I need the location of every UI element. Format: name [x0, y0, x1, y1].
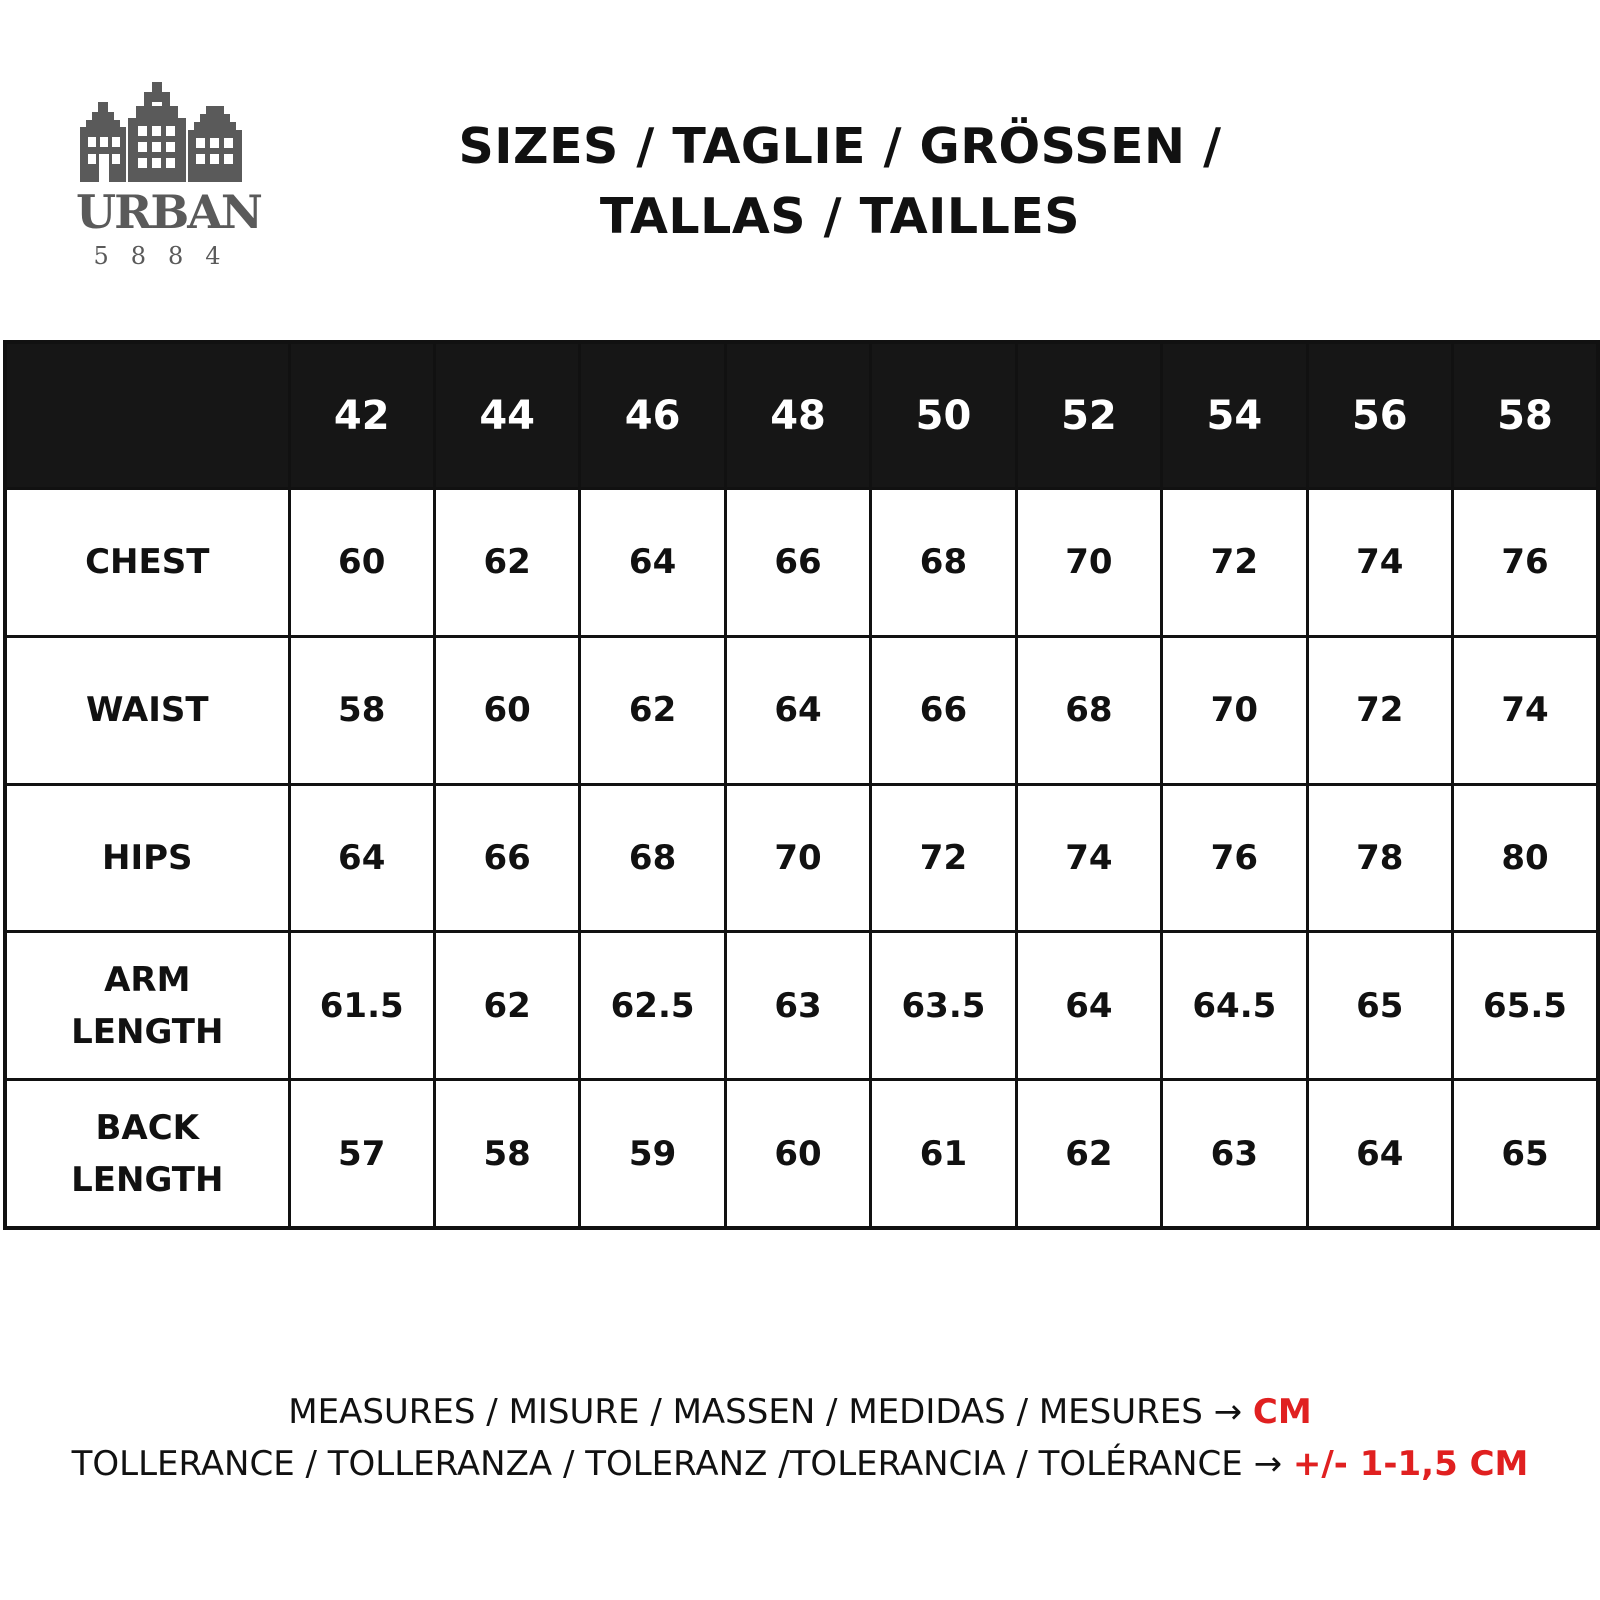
- table-cell: 65: [1307, 932, 1452, 1080]
- houses-icon: [76, 82, 246, 182]
- table-cell: 58: [289, 636, 434, 784]
- table-cell: 64: [580, 489, 725, 637]
- table-row-arm-length: [5, 932, 1598, 1080]
- table-cell: 59: [580, 1080, 725, 1228]
- measures-unit: CM: [1252, 1392, 1312, 1432]
- table-cell: 64: [1307, 1080, 1452, 1228]
- row-label: WAIST: [5, 636, 289, 784]
- size-header: 54: [1162, 342, 1307, 489]
- page-title: [350, 112, 1330, 252]
- table-cell: 65.5: [1453, 932, 1599, 1080]
- row-label: ARM LENGTH: [5, 932, 289, 1080]
- size-header: 48: [725, 342, 870, 489]
- size-header: 42: [289, 342, 434, 489]
- logo-number: 5884: [93, 242, 243, 270]
- table-cell: 63: [725, 932, 870, 1080]
- measures-line: [0, 1386, 1600, 1438]
- size-header: 46: [580, 342, 725, 489]
- row-label: BACK LENGTH: [5, 1080, 289, 1228]
- table-cell: 60: [289, 489, 434, 637]
- size-chart-table: [3, 340, 1600, 1230]
- table-cell: 80: [1453, 784, 1599, 932]
- table-cell: 57: [289, 1080, 434, 1228]
- table-cell: 62: [434, 932, 579, 1080]
- table-cell: 65: [1453, 1080, 1599, 1228]
- table-cell: 58: [434, 1080, 579, 1228]
- table-cell: 64: [289, 784, 434, 932]
- table-cell: 60: [434, 636, 579, 784]
- title-line-2: TALLAS / TAILLES: [599, 188, 1081, 245]
- footer-notes: [0, 1386, 1600, 1490]
- size-header-row: [5, 342, 1598, 489]
- table-cell: 66: [725, 489, 870, 637]
- tolerance-text: TOLLERANCE / TOLLERANZA / TOLERANZ /TOLERANCIA / TOLÉRANCE →: [71, 1444, 1293, 1484]
- table-cell: 62.5: [580, 932, 725, 1080]
- row-label: CHEST: [5, 489, 289, 637]
- table-row-waist: [5, 636, 1598, 784]
- table-cell: 68: [1016, 636, 1161, 784]
- corner-cell: [5, 342, 289, 489]
- brand-logo: [76, 82, 261, 272]
- table-cell: 70: [1162, 636, 1307, 784]
- table-cell: 63: [1162, 1080, 1307, 1228]
- table-cell: 60: [725, 1080, 870, 1228]
- table-cell: 78: [1307, 784, 1452, 932]
- table-cell: 63.5: [871, 932, 1016, 1080]
- table-cell: 72: [871, 784, 1016, 932]
- table-cell: 70: [725, 784, 870, 932]
- table-cell: 61.5: [289, 932, 434, 1080]
- table-cell: 66: [871, 636, 1016, 784]
- table-cell: 72: [1162, 489, 1307, 637]
- table-cell: 76: [1162, 784, 1307, 932]
- table-cell: 74: [1307, 489, 1452, 637]
- tolerance-value: +/- 1-1,5 CM: [1292, 1444, 1529, 1484]
- table-cell: 72: [1307, 636, 1452, 784]
- measures-text: MEASURES / MISURE / MASSEN / MEDIDAS / MESURES →: [288, 1392, 1253, 1432]
- table-row-chest: [5, 489, 1598, 637]
- tolerance-line: [0, 1438, 1600, 1490]
- table-cell: 62: [580, 636, 725, 784]
- table-cell: 62: [1016, 1080, 1161, 1228]
- title-line-1: SIZES / TAGLIE / GRÖSSEN /: [458, 118, 1222, 175]
- size-header: 44: [434, 342, 579, 489]
- size-header: 58: [1453, 342, 1599, 489]
- table-row-hips: [5, 784, 1598, 932]
- logo-wordmark: URBAN: [76, 185, 261, 239]
- table-row-back-length: [5, 1080, 1598, 1228]
- table-cell: 66: [434, 784, 579, 932]
- table-cell: 76: [1453, 489, 1599, 637]
- table-cell: 64.5: [1162, 932, 1307, 1080]
- table-cell: 74: [1453, 636, 1599, 784]
- size-header: 50: [871, 342, 1016, 489]
- size-header: 56: [1307, 342, 1452, 489]
- table-cell: 61: [871, 1080, 1016, 1228]
- table-cell: 68: [580, 784, 725, 932]
- row-label: HIPS: [5, 784, 289, 932]
- table-cell: 64: [725, 636, 870, 784]
- table-cell: 70: [1016, 489, 1161, 637]
- size-header: 52: [1016, 342, 1161, 489]
- table-cell: 62: [434, 489, 579, 637]
- table-cell: 74: [1016, 784, 1161, 932]
- table-cell: 64: [1016, 932, 1161, 1080]
- table-cell: 68: [871, 489, 1016, 637]
